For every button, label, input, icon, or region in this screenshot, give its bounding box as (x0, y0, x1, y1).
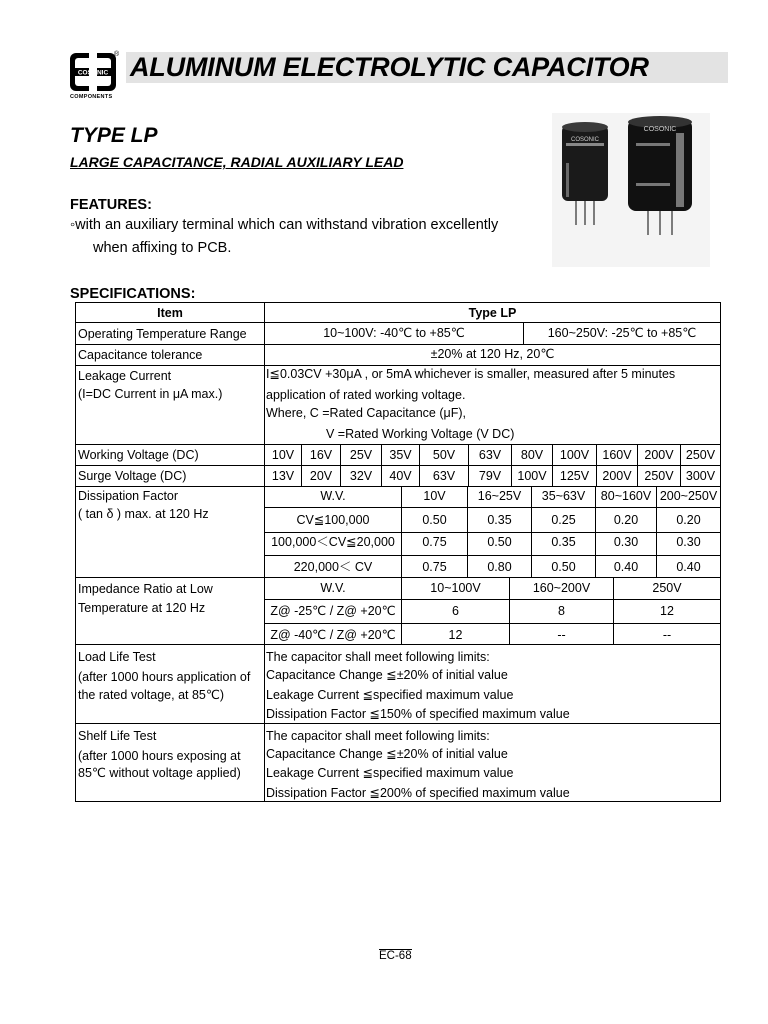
shelf-life-line-3: Leakage Current ≦specified maximum value (266, 766, 514, 780)
df-cell: 220,000＜ CV (293, 560, 373, 574)
imp-cell: 12 (448, 628, 463, 642)
load-life-sublabel-2: the rated voltage, at 85℃) (78, 688, 225, 702)
df-header-cell: W.V. (320, 489, 346, 503)
logo-text: COSONIC (77, 69, 109, 77)
working-voltage-cell: 160V (602, 448, 632, 462)
shelf-life-line-4: Dissipation Factor ≦200% of specified maximum value (266, 786, 570, 800)
type-subtitle: LARGE CAPACITANCE, RADIAL AUXILIARY LEAD (70, 154, 404, 170)
shelf-life-line-2: Capacitance Change ≦±20% of initial value (266, 747, 508, 761)
shelf-life-label: Shelf Life Test (78, 729, 157, 743)
df-cell: 100,000＜CV≦20,000 (271, 535, 395, 549)
working-voltage-cell: 25V (349, 448, 373, 462)
load-life-label: Load Life Test (78, 650, 156, 664)
leakage-line-2: application of rated working voltage. (266, 388, 466, 402)
load-life-line-2: Capacitance Change ≦±20% of initial value (266, 668, 508, 682)
working-voltage-cell: 35V (389, 448, 412, 462)
col-header-item: Item (157, 306, 183, 320)
leakage-line-3: Where, C =Rated Capacitance (μF), (266, 406, 466, 420)
leakage-sublabel: (I=DC Current in μA max.) (78, 387, 223, 401)
df-cell: 0.40 (613, 560, 639, 574)
imp-cell: 8 (558, 604, 565, 618)
imp-header-cell: 10~100V (430, 581, 481, 595)
surge-voltage-cell: 79V (478, 469, 502, 483)
shelf-life-sublabel-2: 85℃ without voltage applied) (78, 766, 241, 780)
capacitor-small-label: COSONIC (570, 137, 600, 143)
df-cell: 0.30 (613, 535, 639, 549)
df-cell: 0.50 (487, 535, 512, 549)
df-cell: 0.75 (422, 535, 447, 549)
leakage-label: Leakage Current (78, 369, 172, 383)
load-life-line-4: Dissipation Factor ≦150% of specified maximum value (266, 707, 570, 721)
surge-voltage-label: Surge Voltage (DC) (78, 469, 187, 483)
surge-voltage-cell: 13V (271, 469, 295, 483)
op-temp-label: Operating Temperature Range (78, 327, 247, 341)
load-life-line-3: Leakage Current ≦specified maximum value (266, 688, 514, 702)
df-cell: 0.25 (551, 513, 576, 527)
df-cell: 0.75 (422, 560, 447, 574)
df-cell: 0.50 (551, 560, 576, 574)
cap-tol-value: ±20% at 120 Hz, 20℃ (430, 347, 555, 361)
surge-voltage-cell: 300V (685, 469, 716, 483)
imp-cell: 12 (660, 604, 674, 618)
shelf-life-sublabel-1: (after 1000 hours exposing at (78, 749, 241, 763)
features-heading: FEATURES: (70, 197, 152, 213)
surge-voltage-cell: 40V (389, 469, 412, 483)
surge-voltage-cell: 32V (349, 469, 373, 483)
surge-voltage-cell: 20V (309, 469, 333, 483)
cap-tol-label: Capacitance tolerance (78, 348, 203, 362)
working-voltage-cell: 80V (520, 448, 544, 462)
imp-cell: Z@ -40℃ / Z@ +20℃ (270, 628, 396, 642)
df-cell: 0.30 (676, 535, 701, 549)
page-title: ALUMINUM ELECTROLYTIC CAPACITOR (130, 52, 649, 82)
working-voltage-cell: 16V (309, 448, 333, 462)
imp-header-cell: W.V. (320, 581, 346, 595)
registered-mark: ® (114, 51, 120, 58)
op-temp-range-2: 160~250V: -25℃ to +85℃ (547, 326, 697, 340)
imp-cell: Z@ -25℃ / Z@ +20℃ (270, 604, 396, 618)
working-voltage-label: Working Voltage (DC) (78, 448, 199, 462)
imp-label: Impedance Ratio at Low (78, 582, 213, 596)
surge-voltage-cell: 63V (432, 469, 456, 483)
df-header-cell: 35~63V (541, 489, 586, 503)
df-cell: 0.80 (487, 560, 512, 574)
imp-cell: 6 (452, 604, 459, 618)
leakage-line-4: V =Rated Working Voltage (V DC) (326, 427, 515, 441)
df-cell: 0.35 (487, 513, 512, 527)
op-temp-range-1: 10~100V: -40℃ to +85℃ (323, 326, 465, 340)
imp-cell: -- (557, 628, 566, 642)
df-cell: 0.20 (676, 513, 701, 527)
df-sublabel: ( tan δ ) max. at 120 Hz (78, 507, 209, 521)
surge-voltage-cell: 100V (517, 469, 547, 483)
imp-sublabel: Temperature at 120 Hz (78, 601, 206, 615)
surge-voltage-cell: 200V (602, 469, 632, 483)
working-voltage-cell: 50V (432, 448, 456, 462)
type-title: TYPE LP (70, 124, 158, 147)
surge-voltage-cell: 250V (644, 469, 674, 483)
df-header-cell: 10V (423, 489, 446, 503)
df-cell: 0.40 (676, 560, 701, 574)
working-voltage-cell: 10V (271, 448, 295, 462)
working-voltage-cell: 63V (478, 448, 502, 462)
load-life-line-1: The capacitor shall meet following limits: (266, 650, 490, 664)
page-number: EC-68 (379, 950, 412, 962)
df-header-cell: 80~160V (600, 489, 652, 503)
capacitor-large-label: COSONIC (643, 126, 677, 133)
df-cell: 0.35 (551, 535, 576, 549)
load-life-sublabel-1: (after 1000 hours application of (78, 670, 251, 684)
df-cell: CV≦100,000 (296, 513, 370, 527)
df-header-cell: 16~25V (477, 489, 522, 503)
df-cell: 0.50 (422, 513, 447, 527)
df-cell: 0.20 (613, 513, 639, 527)
working-voltage-cell: 200V (644, 448, 674, 462)
working-voltage-cell: 100V (559, 448, 590, 462)
leakage-line-1: I≦0.03CV +30μA , or 5mA whichever is smaller, measured after 5 minutes (266, 367, 676, 381)
specifications-heading: SPECIFICATIONS: (70, 286, 196, 302)
imp-header-cell: 250V (652, 581, 682, 595)
feature-line-1: ◦with an auxiliary terminal which can withstand vibration excellently (70, 217, 499, 233)
df-header-cell: 200~250V (659, 489, 718, 503)
shelf-life-line-1: The capacitor shall meet following limits: (266, 729, 490, 743)
surge-voltage-cell: 125V (559, 469, 590, 483)
df-label: Dissipation Factor (78, 489, 179, 503)
logo-subtext: COMPONENTS (70, 94, 113, 100)
imp-header-cell: 160~200V (532, 581, 591, 595)
imp-cell: -- (662, 628, 672, 642)
col-header-type: Type LP (468, 306, 517, 320)
feature-line-2: when affixing to PCB. (93, 240, 232, 256)
working-voltage-cell: 250V (685, 448, 716, 462)
